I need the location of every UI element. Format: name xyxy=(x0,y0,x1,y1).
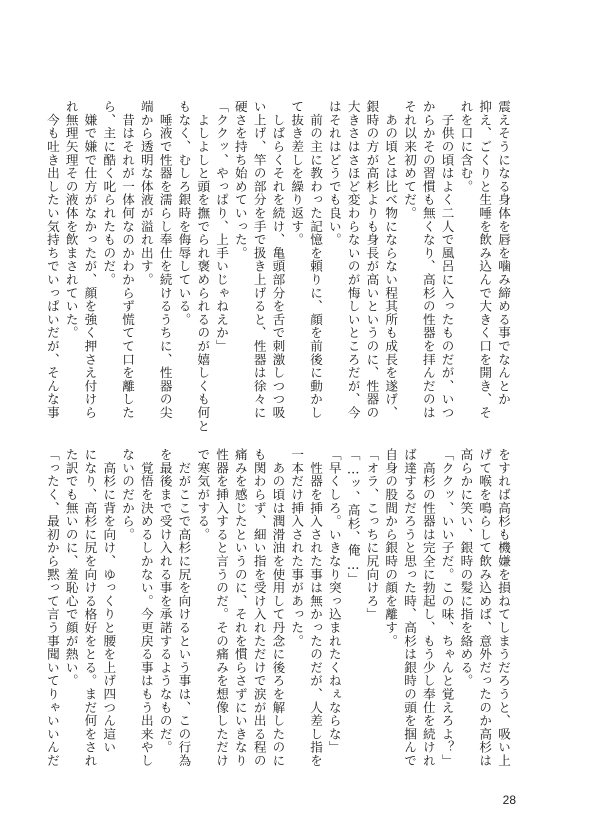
text-line: て抜き差しを繰り返す。 xyxy=(289,100,305,247)
page-number: 28 xyxy=(502,793,516,807)
text-line: をすれば高杉も機嫌を損ねてしまうだろうと、吸い上 xyxy=(496,448,511,768)
text-line: からかその習慣も無くなり、高杉の性器を拝んだのは xyxy=(420,100,436,420)
text-line: 唾液で性器を濡らし奉仕を続けるうちに、性器の尖 xyxy=(157,100,173,420)
text-line: 端から透明な体液が溢れ出す。 xyxy=(138,100,154,287)
text-line: 抑え、ごくりと生唾を飲み込んで大きく口を開き、そ xyxy=(477,100,493,420)
text-line: 昔はそれが一体何なのかわからず慌てて口を離した xyxy=(120,100,136,420)
text-line: い上げ、竿の部分を手で扱き上げると、性器は徐々に xyxy=(251,100,267,420)
text-line: 覚悟を決めるしかない。今更戻る事はもう出来やし xyxy=(138,448,154,768)
text-line: それ以来初めてだ。 xyxy=(402,100,418,220)
text-line: 痛みを感じたというのに、それを慣らさずにいきなり xyxy=(232,448,248,768)
text-line: よしよしと頭を撫でられ褒められるのが嬉しくも何と xyxy=(195,100,211,433)
text-line: 前の主に教わった記憶を頼りに、顔を前後に動かし xyxy=(308,100,324,420)
text-line: はそれはどうでも良い。 xyxy=(326,100,342,247)
text-line: を最後まで受け入れる事を承諾するようなものだ。 xyxy=(157,448,173,754)
text-line: た訳でも無いのに、羞恥心で顔が熱い。 xyxy=(63,448,79,688)
text-line: 高らかに笑い、銀時の髪に指を絡める。 xyxy=(458,448,474,688)
text-line: 「オラ、こっちに尻向けろ」 xyxy=(364,448,380,621)
text-line: 震えそうになる身体を唇を噛み締める事でなんとか xyxy=(496,100,511,406)
text-line: 自身の股間から銀時の顔を離す。 xyxy=(383,448,399,648)
text-line: あの頃とは比べ物にならない程其所も成長を遂げ、 xyxy=(383,100,399,420)
text-line: ないのだから。 xyxy=(120,448,136,542)
text-line: 高杉に背を向け、ゆっくりと腰を上げ四つん這い xyxy=(101,448,117,754)
text-line: 性器を挿入すると言うのだ。その痛みを想像しただけ xyxy=(214,448,230,768)
text-line: 「ククッ、やっぱり、上手いじゃねえか」 xyxy=(214,100,230,353)
text-line: あの頃は潤滑油を使用して丹念に後ろを解したのに xyxy=(270,448,286,768)
text-line: 「…ッ、高杉、俺…」 xyxy=(345,448,361,586)
text-line: しばらくそれを続け、亀頭部分を舌で刺激しつつ吸 xyxy=(270,100,286,420)
text-line: で寒気がする。 xyxy=(195,448,211,542)
text-line: 性器を挿入された事は無かったのだが、人差し指を xyxy=(308,448,324,768)
text-line: 嫌で嫌で仕方がなかったが、顔を強く押さえ付けら xyxy=(82,100,98,420)
bottom-text-block xyxy=(44,448,512,793)
text-line: れを口に含む。 xyxy=(458,100,474,194)
text-line: 大きさはさほど変わらないのが悔しいところだが、今 xyxy=(345,100,361,420)
text-line: 今も吐き出したい気持ちでいっぱいだが、そんな事 xyxy=(44,100,60,420)
text-line: になり、高杉に尻を向ける格好をとる。まだ何をされ xyxy=(82,448,98,768)
text-line: も関わらず、細い指を受け入れただけで涙が出る程の xyxy=(251,448,267,768)
text-line: だがここで高杉に尻を向けるという事は、この行為 xyxy=(176,448,192,768)
text-line: 高杉の性器は完全に勃起し、もう少し奉仕を続けれ xyxy=(420,448,436,768)
text-line: ら、主に酷く叱られたものだ。 xyxy=(101,100,117,287)
text-line: 子供の頃はよく二人で風呂に入ったものだが、いつ xyxy=(439,100,455,420)
text-line: 硬さを持ち始めていった。 xyxy=(232,100,248,260)
text-line: 銀時の方が高杉よりも身長が高いというのに、性器の xyxy=(364,100,380,420)
text-line: ば達するだろうと思った時、高杉は銀時の頭を掴んで xyxy=(402,448,418,768)
text-line: 「ククッ、いい子だ。この味、ちゃんと覚えろよ？」 xyxy=(439,448,455,768)
top-text-block xyxy=(44,100,512,440)
text-line: れ無理矢理その液体を飲まされていた。 xyxy=(63,100,79,340)
text-line: げて喉を鳴らして飲み込めば、意外だったのか高杉は xyxy=(477,448,493,768)
text-line: もなく、むしろ銀時を侮辱している。 xyxy=(176,100,192,327)
text-line: 一本だけ挿入された事があった。 xyxy=(289,448,305,648)
text-line: 「ったく、最初から黙って言う事聞いてりゃいいんだ xyxy=(44,448,60,768)
text-line: 「早くしろ。いきなり突っ込まれたくねぇならな」 xyxy=(326,448,342,754)
